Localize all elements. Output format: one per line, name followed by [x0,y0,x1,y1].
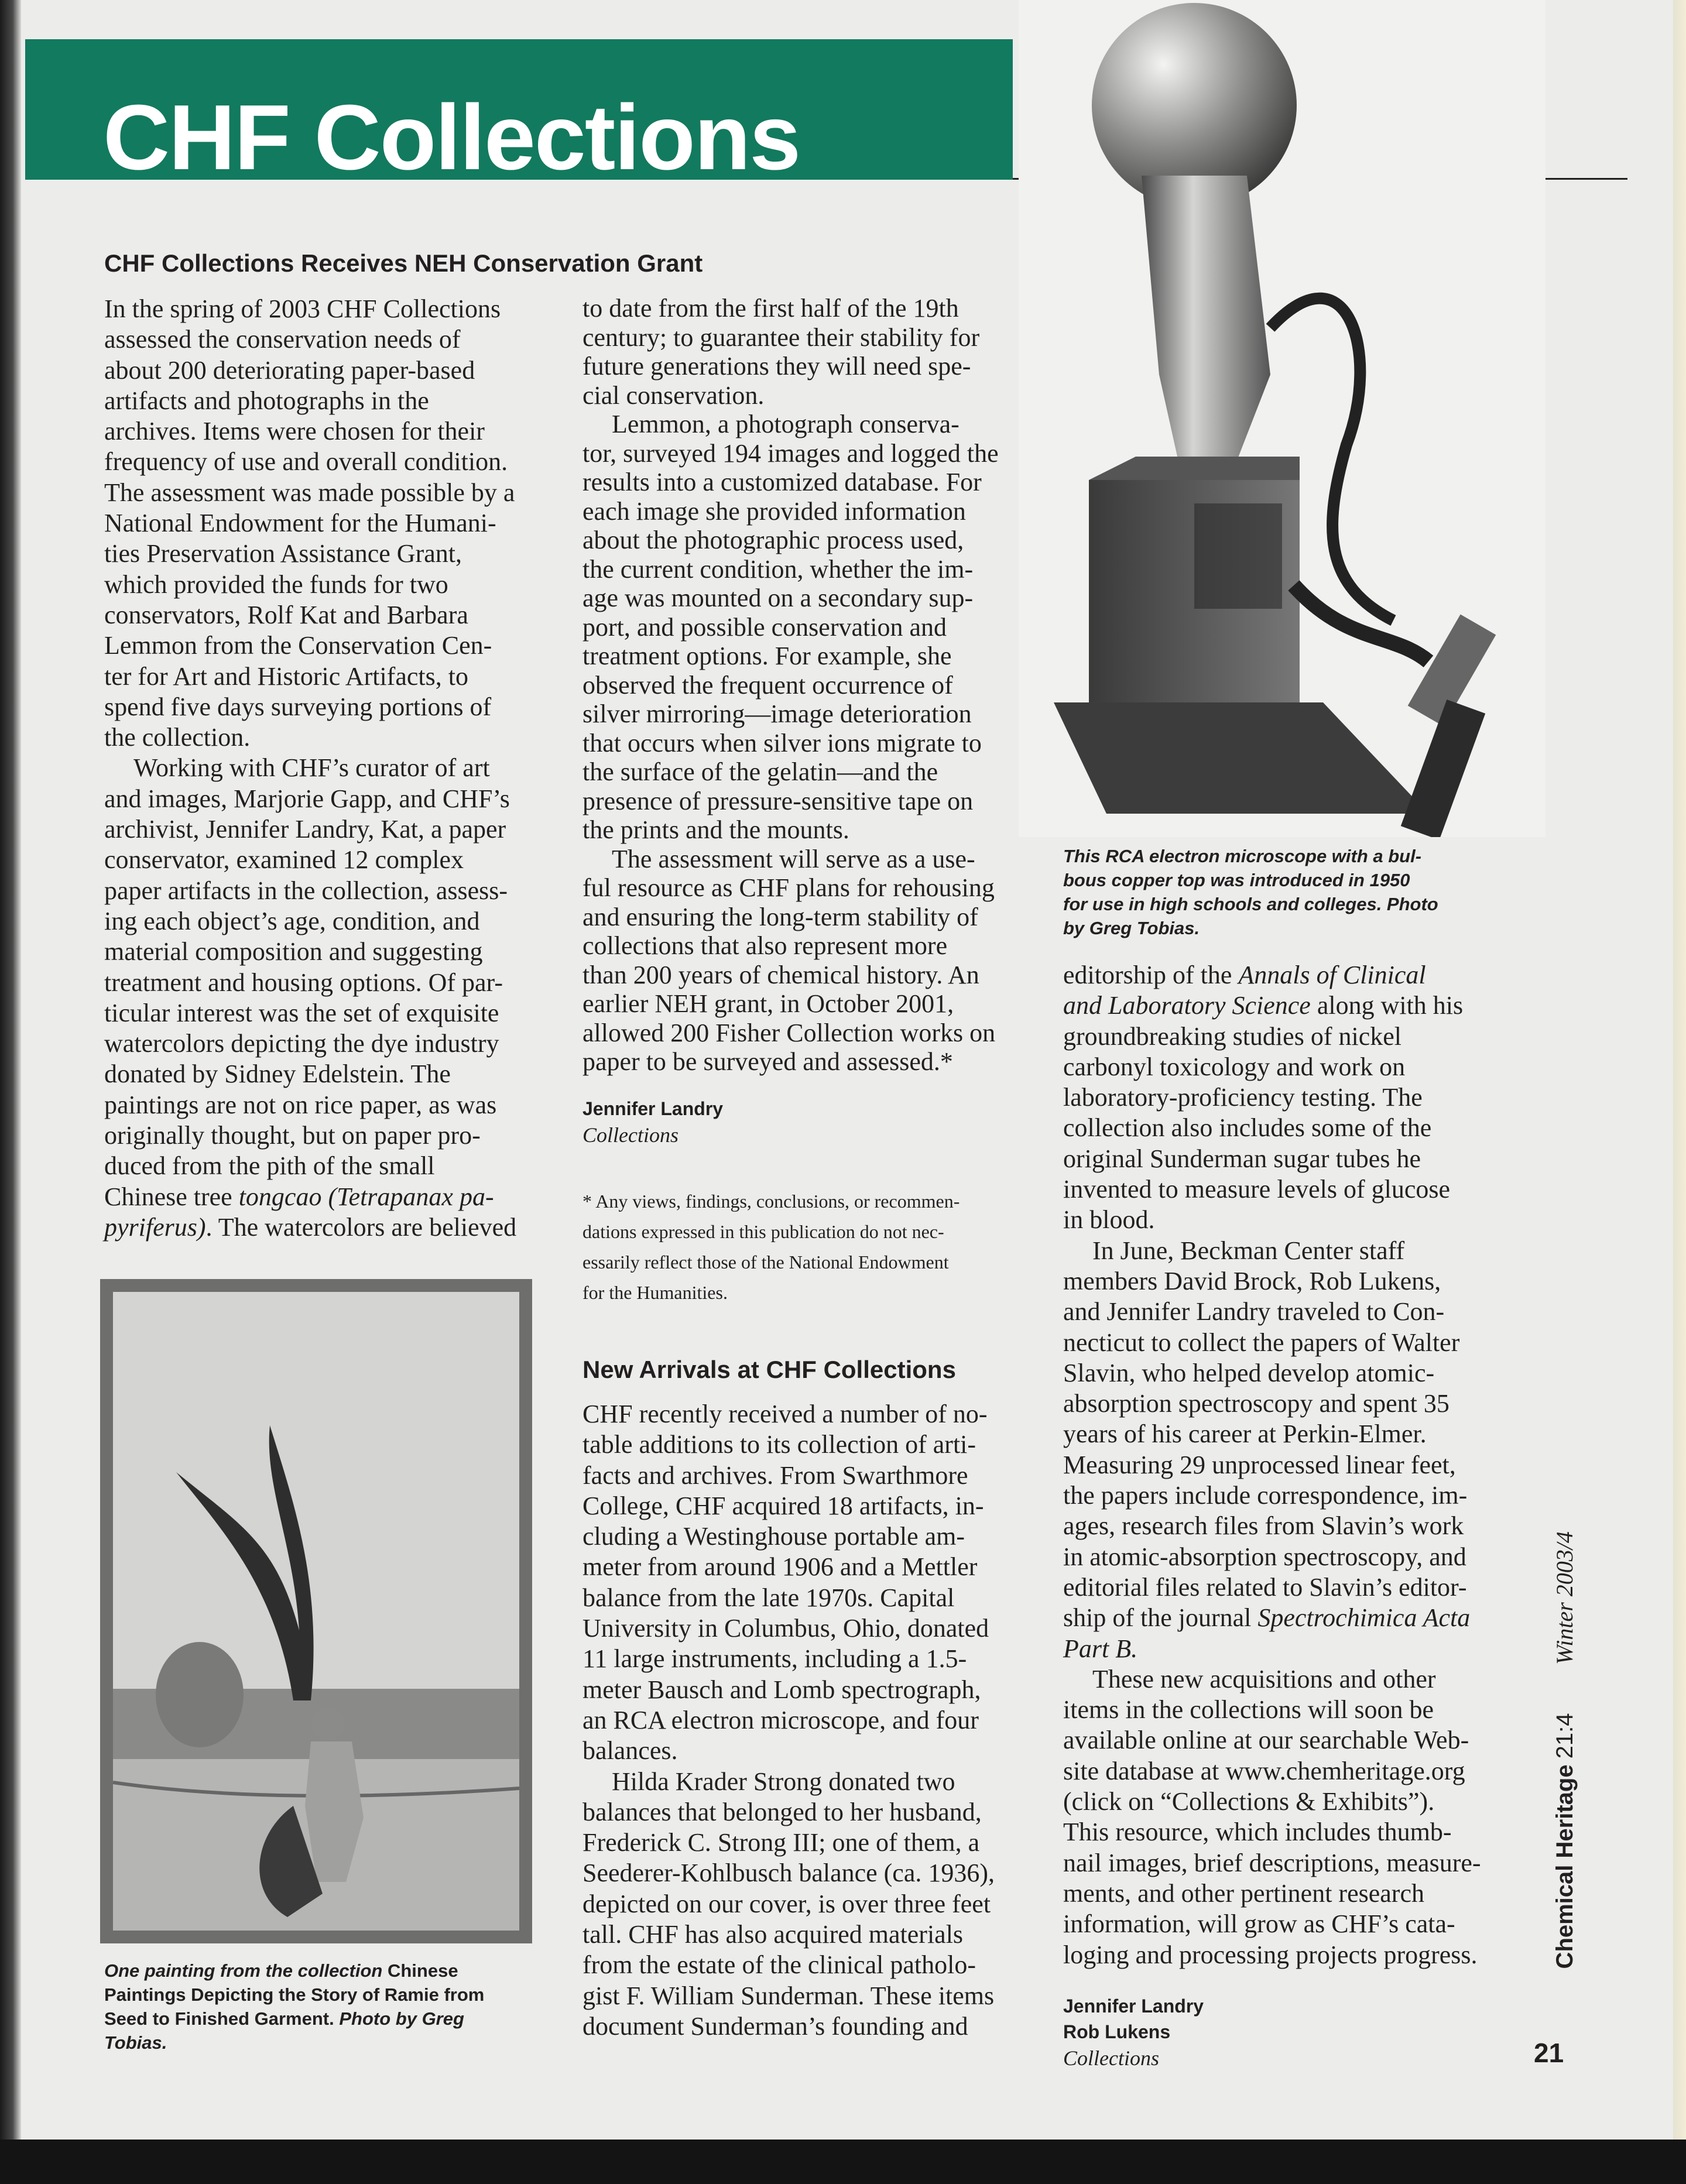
text-line: spend five days surveying portions of [104,692,492,721]
text-line: nail images, brief descriptions, measure- [1063,1848,1481,1877]
italic-text: Annals of Clinical [1238,961,1426,989]
text-line: cluding a Westinghouse portable am- [582,1522,965,1551]
text-line [104,1959,484,1983]
text-line: In the spring of 2003 CHF Collections [104,294,501,323]
text-line: paper artifacts in the collection, assess- [104,876,508,905]
caption-line: This RCA electron microscope with a bul- [1063,846,1422,866]
text-line: for the Humanities. [582,1282,728,1303]
text-line: meter from around 1906 and a Mettler [582,1552,978,1582]
text-line: originally thought, but on paper pro- [104,1121,481,1150]
text-line: archivist, Jennifer Landry, Kat, a paper [104,815,506,844]
text-line: the papers include correspondence, im- [1063,1481,1468,1510]
text-line: in atomic-absorption spectroscopy, and [1063,1542,1466,1571]
ramie-painting-photo [100,1279,532,1943]
text-line: These new acquisitions and other [1092,1664,1436,1693]
text-line: balances. [582,1736,678,1765]
text-line: available online at our searchable Web- [1063,1726,1469,1755]
microscope-caption [1063,844,1438,940]
text-line: document Sunderman’s founding and [582,2011,968,2041]
text-segment: ship of the journal [1063,1603,1258,1633]
text-line: treatment options. For example, she [582,642,952,670]
text-line: essarily reflect those of the National Endowment [582,1252,949,1273]
text-line: ful resource as CHF plans for rehousing [582,873,995,902]
text-line: meter Bausch and Lomb spectrograph, [582,1675,981,1704]
text-line: Hilda Krader Strong donated two [612,1767,955,1796]
text-line [1063,1634,1481,1664]
article2-byline [1063,1993,1204,2072]
text-line: observed the frequent occurrence of [582,670,953,700]
text-line: collections that also represent more [582,931,948,960]
text-line: silver mirroring—image deterioration [582,700,972,728]
byline-author: Jennifer Landry [582,1098,724,1119]
text-line: port, and possible conservation and [582,612,947,642]
text-line: presence of pressure-sensitive tape on [582,786,974,815]
text-line: donated by Sidney Edelstein. The [104,1060,451,1089]
article2-column2 [582,1399,995,2042]
text-line: earlier NEH grant, in October 2001, [582,989,954,1018]
text-line: and Jennifer Landry traveled to Con- [1063,1297,1445,1326]
byline-author: Rob Lukens [1063,2021,1171,2042]
text-line: watercolors depicting the dye industry [104,1029,499,1058]
text-line: tall. CHF has also acquired materials [582,1920,964,1949]
text-line: century; to guarantee their stability for [582,323,980,352]
page-binding-edge [0,0,21,2184]
text-line: laboratory-proficiency testing. The [1063,1083,1423,1112]
text-line: to date from the first half of the 19th [582,294,959,323]
text-line [104,1983,484,2007]
text-line: duced from the pith of the small [104,1151,435,1181]
magazine-name: Chemical Heritage [1552,1764,1578,1969]
text-line: College, CHF acquired 18 artifacts, in- [582,1491,984,1520]
text-line: University in Columbus, Ohio, donated [582,1614,989,1643]
text-segment: editorship of the [1063,961,1239,989]
text-line [1063,960,1481,990]
italic-text: pyriferus) [104,1212,206,1242]
text-line [104,2031,484,2055]
text-line: In June, Beckman Center staff [1092,1236,1405,1265]
italic-text: Photo by Greg [339,2008,464,2029]
caption-line: bous copper top was introduced in 1950 [1063,870,1410,890]
italic-text: and Laboratory Science [1063,991,1311,1020]
text-line: and ensuring the long-term stability of [582,902,978,931]
text-line: groundbreaking studies of nickel [1063,1021,1401,1051]
text-line: which provided the funds for two [104,570,448,599]
text-line: from the estate of the clinical patholo- [582,1950,976,1980]
text-line: necticut to collect the papers of Walter [1063,1328,1460,1357]
text-line: conservators, Rolf Kat and Barbara [104,600,468,629]
text-line [104,1182,516,1212]
italic-text: Tobias. [104,2032,167,2053]
text-line: conservator, examined 12 complex [104,845,464,875]
text-line: dations expressed in this publication do not nec- [582,1221,944,1242]
article-heading-new-arrivals: New Arrivals at CHF Collections [582,1356,956,1383]
text-line: Frederick C. Strong III; one of them, a [582,1828,980,1857]
text-line: members David Brock, Rob Lukens, [1063,1266,1441,1295]
text-line: carbonyl toxicology and work on [1063,1052,1406,1081]
italic-text: Spectrochimica Acta [1257,1603,1471,1633]
text-line: (click on “Collections & Exhibits”). [1063,1787,1435,1816]
text-line: Lemmon from the Conservation Cen- [104,631,492,660]
article-heading-neh-grant: CHF Collections Receives NEH Conservation Grant [104,249,703,277]
text-line: that occurs when silver ions migrate to [582,728,982,757]
article1-column2 [582,294,999,1076]
text-line: the current condition, whether the im- [582,554,974,584]
text-line: site database at www.chemheritage.org [1063,1756,1465,1785]
text-line: balances that belonged to her husband, [582,1797,982,1826]
text-line: Slavin, who helped develop atomic- [1063,1358,1435,1387]
page-right-edge [1673,0,1686,2142]
text-line: ages, research files from Slavin’s work [1063,1511,1464,1541]
text-segment: Seed to Finished Garment. [104,2008,340,2029]
text-line [1063,990,1481,1021]
text-line: treatment and housing options. Of par- [104,968,503,997]
footnote [582,1186,959,1308]
text-line: original Sunderman sugar tubes he [1063,1144,1421,1173]
text-line: * Any views, findings, conclusions, or recommen- [582,1191,960,1212]
text-line: Measuring 29 unprocessed linear feet, [1063,1450,1456,1479]
text-line: gist F. William Sunderman. These items [582,1981,995,2010]
text-line: future generations they will need spe- [582,352,971,380]
text-line: about 200 deteriorating paper-based [104,355,475,385]
text-line: and images, Marjorie Gapp, and CHF’s [104,784,510,813]
running-folio-season [1551,1531,1578,1665]
text-line: assessed the conservation needs of [104,325,461,354]
article2-column3 [1063,960,1481,1970]
text-line: paper to be surveyed and assessed.* [582,1047,953,1076]
text-line: loging and processing projects progress. [1063,1940,1478,1969]
issue-number: 21:4 [1552,1713,1578,1759]
text-line: 11 large instruments, including a 1.5- [582,1644,967,1674]
text-line: ter for Art and Historic Artifacts, to [104,661,468,691]
text-line [104,1212,516,1243]
page-number: 21 [1534,2038,1564,2068]
text-line: The assessment will serve as a use- [612,844,975,873]
text-line: than 200 years of chemical history. An [582,960,979,989]
text-line: years of his career at Perkin-Elmer. [1063,1420,1427,1449]
text-line: absorption spectroscopy and spent 35 [1063,1389,1449,1418]
text-line: National Endowment for the Humani- [104,509,496,538]
text-line: ments, and other pertinent research [1063,1878,1424,1908]
text-line: Lemmon, a photograph conserva- [612,410,959,438]
text-line: in blood. [1063,1205,1155,1235]
text-line: ties Preservation Assistance Grant, [104,539,462,568]
text-line: ticular interest was the set of exquisite [104,998,499,1027]
text-line: material composition and suggesting [104,937,483,966]
text-line: collection also includes some of the [1063,1113,1432,1143]
text-line: invented to measure levels of glucose [1063,1175,1451,1204]
text-line: paintings are not on rice paper, as was [104,1090,497,1119]
text-line: artifacts and photographs in the [104,386,429,415]
text-line: items in the collections will soon be [1063,1695,1434,1724]
italic-text: Part B. [1063,1634,1138,1663]
text-line: the collection. [104,723,251,752]
text-line: Seederer-Kohlbusch balance (ca. 1936), [582,1859,995,1888]
text-line: editorial files related to Slavin’s editor- [1063,1572,1467,1602]
text-line: depicted on our cover, is over three feet [582,1889,991,1918]
article1-byline [582,1096,723,1148]
text-line: ing each object’s age, condition, and [104,906,480,935]
caption-line: by Greg Tobias. [1063,918,1200,938]
text-segment: Chinese [387,1960,458,1981]
text-line: balance from the late 1970s. Capital [582,1583,955,1612]
text-line: the surface of the gelatin—and the [582,757,938,786]
text-line: about the photographic process used, [582,526,964,554]
text-line: tor, surveyed 194 images and logged the [582,438,999,468]
text-line: CHF recently received a number of no- [582,1400,988,1428]
text-line: each image she provided information [582,496,966,526]
running-folio-magazine [1551,1713,1578,1969]
byline-affiliation: Collections [582,1123,678,1147]
text-segment: along with his [1310,991,1464,1020]
byline-affiliation: Collections [1063,2046,1159,2070]
painting-caption [104,1959,484,2055]
text-line: an RCA electron microscope, and four [582,1705,979,1734]
text-line [104,2007,484,2031]
text-line: table additions to its collection of arti- [582,1430,976,1459]
text-segment: . The watercolors are believed [205,1212,517,1242]
section-title: CHF Collections [103,86,800,189]
text-line: information, will grow as CHF’s cata- [1063,1909,1455,1939]
scan-bottom-edge [0,2140,1686,2184]
italic-text: tongcao (Tetrapanax pa- [238,1182,494,1211]
text-line: cial conservation. [582,380,765,410]
caption-line: for use in high schools and colleges. Photo [1063,894,1438,914]
text-line: Working with CHF’s curator of art [133,753,490,783]
text-segment: Paintings Depicting the Story of Ramie from [104,1984,485,2005]
article1-column1 [104,294,516,1243]
text-line: This resource, which includes thumb- [1063,1818,1452,1847]
text-segment: Chinese tree [104,1182,239,1211]
microscope-photo [1019,0,1546,837]
text-line: frequency of use and overall condition. [104,447,508,476]
italic-text: One painting from the collection [104,1960,388,1981]
byline-author: Jennifer Landry [1063,1996,1204,2017]
text-line: age was mounted on a secondary sup- [582,584,974,612]
text-line: results into a customized database. For [582,468,982,496]
text-line [1063,1603,1481,1633]
issue-season: Winter 2003/4 [1551,1531,1578,1665]
text-line: archives. Items were chosen for their [104,417,485,446]
text-line: The assessment was made possible by a [104,478,515,507]
text-line: the prints and the mounts. [582,815,849,844]
text-line: allowed 200 Fisher Collection works on [582,1018,996,1047]
text-line: facts and archives. From Swarthmore [582,1460,968,1490]
